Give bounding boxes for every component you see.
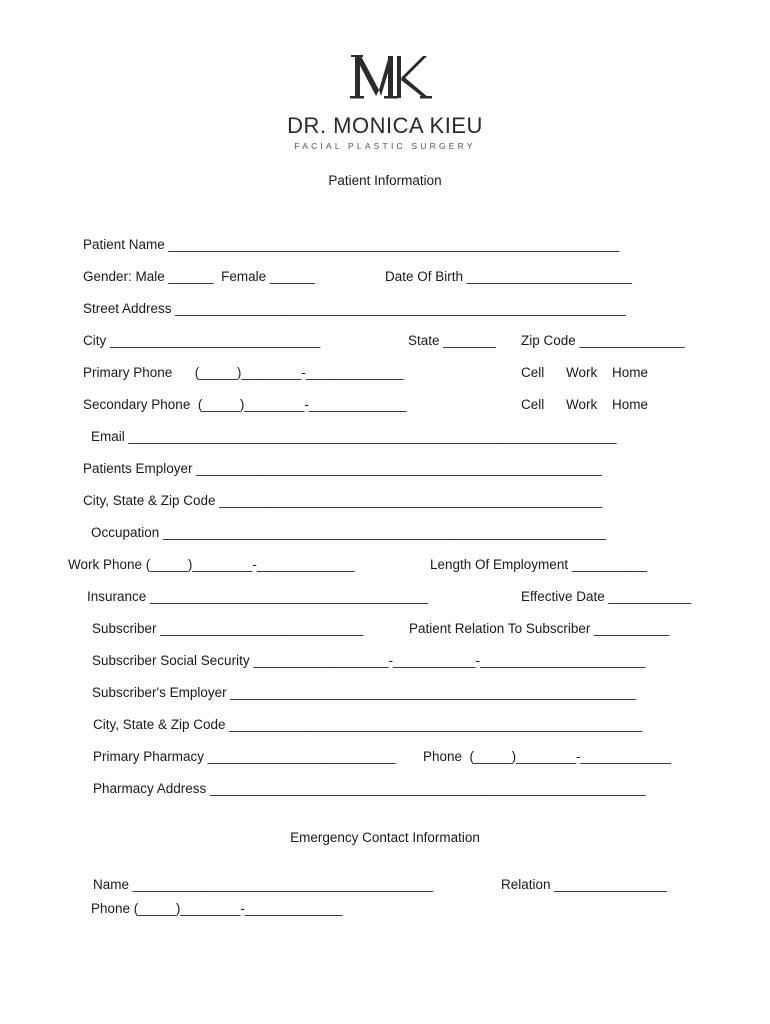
mk-monogram-logo (345, 52, 435, 106)
zip-code-field[interactable]: Zip Code ______________ (521, 333, 685, 348)
primary-phone-home-option[interactable]: Home (612, 365, 649, 380)
length-of-employment-field[interactable]: Length Of Employment __________ (430, 557, 647, 572)
primary-phone-field[interactable]: Primary Phone (_____)________-_____________ (83, 365, 404, 380)
subscriber-field[interactable]: Subscriber ___________________________ (92, 621, 363, 636)
employer-city-state-zip-field[interactable]: City, State & Zip Code ___________________________________________________ (83, 493, 603, 508)
occupation-field[interactable]: Occupation ___________________________________________________________ (91, 525, 607, 540)
secondary-phone-work-option[interactable]: Work (566, 397, 598, 412)
secondary-phone-cell-option[interactable]: Cell (521, 397, 545, 412)
work-phone-field[interactable]: Work Phone (_____)________-_____________ (68, 557, 355, 572)
secondary-phone-field[interactable]: Secondary Phone (_____)________-_____________ (83, 397, 407, 412)
patient-name-field[interactable]: Patient Name ____________________________________________________________ (83, 237, 620, 252)
subscriber-city-state-zip-field[interactable]: City, State & Zip Code _______________________________________________________ (93, 717, 643, 732)
patients-employer-field[interactable]: Patients Employer ______________________________________________________ (83, 461, 602, 476)
page-title: Patient Information (328, 173, 442, 188)
street-address-field[interactable]: Street Address ____________________________________________________________ (83, 301, 626, 316)
city-field[interactable]: City ____________________________ (83, 333, 321, 348)
subscriber-social-security-field[interactable]: Subscriber Social Security __________________-___________-______________________ (92, 653, 646, 668)
brand-name: DR. MONICA KIEU (287, 113, 483, 138)
emergency-contact-heading: Emergency Contact Information (290, 830, 480, 845)
pharmacy-phone-field[interactable]: Phone (_____)________-____________ (423, 749, 671, 764)
email-field[interactable]: Email _________________________________________________________________ (91, 429, 617, 444)
emergency-relation-field[interactable]: Relation _______________ (501, 877, 667, 892)
insurance-field[interactable]: Insurance _____________________________________ (87, 589, 428, 604)
subscriber-employer-field[interactable]: Subscriber's Employer ______________________________________________________ (92, 685, 636, 700)
gender-field[interactable]: Gender: Male ______ Female ______ (83, 269, 315, 284)
primary-pharmacy-field[interactable]: Primary Pharmacy _________________________ (93, 749, 396, 764)
primary-phone-work-option[interactable]: Work (566, 365, 598, 380)
secondary-phone-home-option[interactable]: Home (612, 397, 649, 412)
emergency-phone-field[interactable]: Phone (_____)________-_____________ (91, 901, 343, 916)
pharmacy-address-field[interactable]: Pharmacy Address __________________________________________________________ (93, 781, 646, 796)
brand-tagline: FACIAL PLASTIC SURGERY (294, 141, 476, 151)
state-field[interactable]: State _______ (408, 333, 496, 348)
effective-date-field[interactable]: Effective Date ___________ (521, 589, 692, 604)
patient-relation-to-subscriber-field[interactable]: Patient Relation To Subscriber __________ (409, 621, 670, 636)
emergency-name-field[interactable]: Name ________________________________________ (93, 877, 434, 892)
date-of-birth-field[interactable]: Date Of Birth ______________________ (385, 269, 632, 284)
primary-phone-cell-option[interactable]: Cell (521, 365, 545, 380)
